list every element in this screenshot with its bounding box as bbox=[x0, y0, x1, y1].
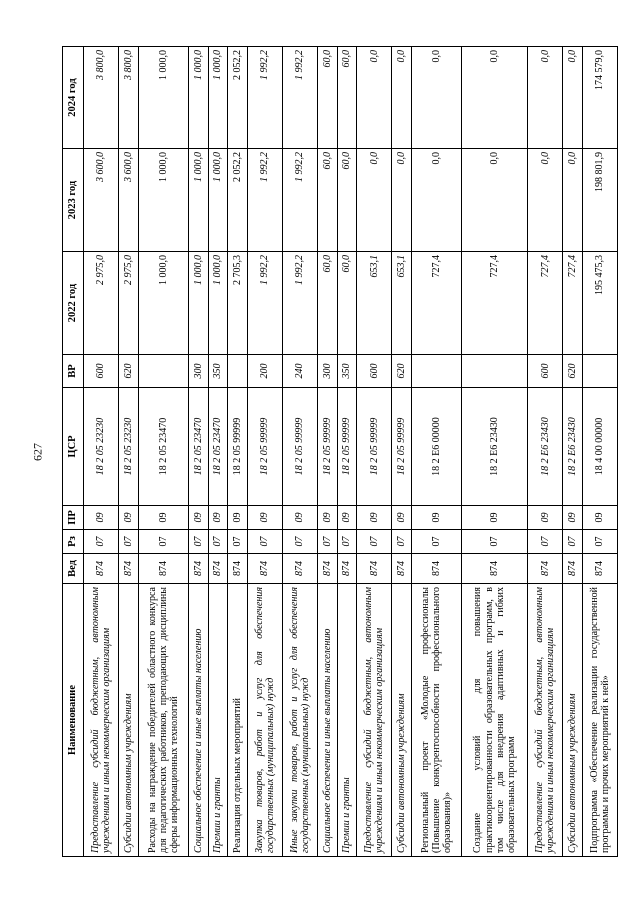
cell-csr: 18 2 05 99999 bbox=[247, 388, 282, 506]
cell-ved: 874 bbox=[411, 554, 461, 584]
cell-rz: 07 bbox=[228, 530, 248, 554]
cell-ved: 874 bbox=[247, 554, 282, 584]
cell-rz: 07 bbox=[462, 530, 528, 554]
header-name: Наименование bbox=[63, 584, 84, 857]
cell-name: Премии и гранты bbox=[208, 584, 228, 857]
header-vr: ВР bbox=[63, 355, 84, 388]
cell-vr bbox=[138, 355, 188, 388]
cell-csr: 18 2 05 99999 bbox=[318, 388, 338, 506]
cell-pr: 09 bbox=[528, 506, 563, 530]
cell-2024: 0,0 bbox=[563, 47, 583, 149]
cell-rz: 07 bbox=[392, 530, 412, 554]
cell-rz: 07 bbox=[208, 530, 228, 554]
header-2023: 2023 год bbox=[63, 149, 84, 252]
cell-2023: 1 992,2 bbox=[247, 149, 282, 252]
cell-rz: 07 bbox=[282, 530, 317, 554]
cell-2024: 1 000,0 bbox=[189, 47, 209, 149]
cell-2022: 653,1 bbox=[357, 252, 392, 355]
cell-2022: 2 975,0 bbox=[84, 252, 119, 355]
cell-ved: 874 bbox=[84, 554, 119, 584]
table-row bbox=[337, 47, 357, 857]
cell-ved: 874 bbox=[528, 554, 563, 584]
cell-2024: 3 800,0 bbox=[84, 47, 119, 149]
table-row bbox=[228, 47, 248, 857]
header-pr: ПР bbox=[63, 506, 84, 530]
cell-vr bbox=[228, 355, 248, 388]
cell-name: Субсидии автономным учреждениям bbox=[563, 584, 583, 857]
cell-name: Закупка товаров, работ и услуг для обеспечения государственных (муниципальных) нужд bbox=[247, 584, 282, 857]
cell-2024: 0,0 bbox=[392, 47, 412, 149]
cell-ved: 874 bbox=[318, 554, 338, 584]
table-row bbox=[247, 47, 282, 857]
cell-2022: 1 992,2 bbox=[247, 252, 282, 355]
table-row bbox=[318, 47, 338, 857]
table-row bbox=[189, 47, 209, 857]
cell-csr: 18 2 E6 23430 bbox=[563, 388, 583, 506]
rotated-table-container bbox=[62, 47, 618, 857]
cell-2023: 0,0 bbox=[357, 149, 392, 252]
cell-name: Расходы на награждение победителей областного конкурса для педагогических работников, преподающих дисциплины сферы информационных технологий bbox=[138, 584, 188, 857]
table-row bbox=[392, 47, 412, 857]
cell-ved: 874 bbox=[119, 554, 139, 584]
cell-2024: 0,0 bbox=[462, 47, 528, 149]
cell-pr: 09 bbox=[337, 506, 357, 530]
cell-2024: 1 000,0 bbox=[208, 47, 228, 149]
cell-2024: 1 992,2 bbox=[247, 47, 282, 149]
cell-2022: 727,4 bbox=[528, 252, 563, 355]
cell-2023: 1 000,0 bbox=[138, 149, 188, 252]
cell-2022: 1 992,2 bbox=[282, 252, 317, 355]
cell-csr: 18 2 05 23230 bbox=[119, 388, 139, 506]
cell-ved: 874 bbox=[392, 554, 412, 584]
cell-2023: 2 052,2 bbox=[228, 149, 248, 252]
cell-2022: 653,1 bbox=[392, 252, 412, 355]
cell-ved: 874 bbox=[228, 554, 248, 584]
header-2024: 2024 год bbox=[63, 47, 84, 149]
cell-vr: 620 bbox=[392, 355, 412, 388]
cell-2023: 0,0 bbox=[528, 149, 563, 252]
table-header-row bbox=[63, 47, 84, 857]
cell-name: Социальное обеспечение и иные выплаты населению bbox=[318, 584, 338, 857]
cell-rz: 07 bbox=[411, 530, 461, 554]
table-body bbox=[84, 47, 618, 857]
cell-vr: 620 bbox=[119, 355, 139, 388]
cell-2024: 0,0 bbox=[357, 47, 392, 149]
cell-2022: 195 475,3 bbox=[582, 252, 617, 355]
cell-csr: 18 2 05 23470 bbox=[189, 388, 209, 506]
cell-name: Предоставление субсидий бюджетным, автономным учреждениям и иным некоммерческим организациям bbox=[528, 584, 563, 857]
cell-2024: 60,0 bbox=[337, 47, 357, 149]
cell-2022: 727,4 bbox=[462, 252, 528, 355]
table-row bbox=[462, 47, 528, 857]
cell-rz: 07 bbox=[357, 530, 392, 554]
cell-csr: 18 2 05 23230 bbox=[84, 388, 119, 506]
cell-csr: 18 2 05 23470 bbox=[208, 388, 228, 506]
cell-pr: 09 bbox=[282, 506, 317, 530]
cell-csr: 18 2 05 99999 bbox=[337, 388, 357, 506]
cell-ved: 874 bbox=[282, 554, 317, 584]
cell-vr: 300 bbox=[189, 355, 209, 388]
cell-pr: 09 bbox=[392, 506, 412, 530]
cell-pr: 09 bbox=[189, 506, 209, 530]
cell-csr: 18 2 05 23470 bbox=[138, 388, 188, 506]
cell-2023: 198 801,9 bbox=[582, 149, 617, 252]
page-number: 627 bbox=[30, 443, 45, 461]
cell-2023: 1 992,2 bbox=[282, 149, 317, 252]
cell-vr: 240 bbox=[282, 355, 317, 388]
cell-vr: 600 bbox=[528, 355, 563, 388]
cell-rz: 07 bbox=[563, 530, 583, 554]
cell-2022: 1 000,0 bbox=[138, 252, 188, 355]
cell-name: Предоставление субсидий бюджетным, автономным учреждениям и иным некоммерческим организациям bbox=[357, 584, 392, 857]
cell-2024: 1 992,2 bbox=[282, 47, 317, 149]
cell-2023: 0,0 bbox=[563, 149, 583, 252]
table-row bbox=[357, 47, 392, 857]
cell-2023: 1 000,0 bbox=[208, 149, 228, 252]
cell-vr: 350 bbox=[337, 355, 357, 388]
cell-vr bbox=[582, 355, 617, 388]
cell-name: Иные закупки товаров, работ и услуг для обеспечения государственных (муниципальных) нужд bbox=[282, 584, 317, 857]
cell-name: Предоставление субсидий бюджетным, автономным учреждениям и иным некоммерческим организациям bbox=[84, 584, 119, 857]
cell-csr: 18 2 E6 23430 bbox=[462, 388, 528, 506]
cell-vr: 200 bbox=[247, 355, 282, 388]
cell-ved: 874 bbox=[208, 554, 228, 584]
cell-name: Субсидии автономным учреждениям bbox=[119, 584, 139, 857]
cell-rz: 07 bbox=[337, 530, 357, 554]
cell-pr: 09 bbox=[563, 506, 583, 530]
cell-pr: 09 bbox=[462, 506, 528, 530]
cell-2024: 3 800,0 bbox=[119, 47, 139, 149]
cell-2023: 60,0 bbox=[318, 149, 338, 252]
cell-2022: 727,4 bbox=[411, 252, 461, 355]
cell-vr bbox=[411, 355, 461, 388]
table-row bbox=[119, 47, 139, 857]
table-row bbox=[563, 47, 583, 857]
cell-pr: 09 bbox=[357, 506, 392, 530]
cell-name: Региональный проект «Молодые профессионалы (Повышение конкурентоспособности профессионального образования)» bbox=[411, 584, 461, 857]
cell-ved: 874 bbox=[563, 554, 583, 584]
table-row bbox=[208, 47, 228, 857]
cell-pr: 09 bbox=[582, 506, 617, 530]
cell-2024: 0,0 bbox=[528, 47, 563, 149]
cell-pr: 09 bbox=[138, 506, 188, 530]
cell-2022: 60,0 bbox=[318, 252, 338, 355]
cell-pr: 09 bbox=[119, 506, 139, 530]
cell-vr: 620 bbox=[563, 355, 583, 388]
table-row bbox=[282, 47, 317, 857]
cell-ved: 874 bbox=[582, 554, 617, 584]
cell-2023: 0,0 bbox=[392, 149, 412, 252]
cell-2023: 1 000,0 bbox=[189, 149, 209, 252]
cell-2022: 1 000,0 bbox=[208, 252, 228, 355]
cell-name: Социальное обеспечение и иные выплаты населению bbox=[189, 584, 209, 857]
cell-pr: 09 bbox=[208, 506, 228, 530]
cell-rz: 07 bbox=[247, 530, 282, 554]
cell-rz: 07 bbox=[582, 530, 617, 554]
cell-vr: 600 bbox=[357, 355, 392, 388]
table-row bbox=[84, 47, 119, 857]
budget-table bbox=[62, 46, 618, 857]
cell-name: Премии и гранты bbox=[337, 584, 357, 857]
cell-ved: 874 bbox=[138, 554, 188, 584]
table-row bbox=[411, 47, 461, 857]
cell-ved: 874 bbox=[357, 554, 392, 584]
cell-2022: 2 975,0 bbox=[119, 252, 139, 355]
cell-2023: 0,0 bbox=[411, 149, 461, 252]
cell-2024: 2 052,2 bbox=[228, 47, 248, 149]
table-row bbox=[138, 47, 188, 857]
cell-2024: 174 579,0 bbox=[582, 47, 617, 149]
cell-2024: 1 000,0 bbox=[138, 47, 188, 149]
cell-pr: 09 bbox=[84, 506, 119, 530]
cell-rz: 07 bbox=[528, 530, 563, 554]
cell-2024: 60,0 bbox=[318, 47, 338, 149]
cell-vr: 300 bbox=[318, 355, 338, 388]
cell-vr bbox=[462, 355, 528, 388]
cell-rz: 07 bbox=[138, 530, 188, 554]
cell-name: Реализация отдельных мероприятий bbox=[228, 584, 248, 857]
cell-csr: 18 2 E6 00000 bbox=[411, 388, 461, 506]
header-rz: Рз bbox=[63, 530, 84, 554]
cell-2023: 3 600,0 bbox=[119, 149, 139, 252]
table-row bbox=[582, 47, 617, 857]
cell-rz: 07 bbox=[318, 530, 338, 554]
cell-csr: 18 2 E6 23430 bbox=[528, 388, 563, 506]
cell-csr: 18 2 05 99999 bbox=[228, 388, 248, 506]
cell-2023: 0,0 bbox=[462, 149, 528, 252]
cell-csr: 18 2 05 99999 bbox=[357, 388, 392, 506]
cell-vr: 600 bbox=[84, 355, 119, 388]
cell-2024: 0,0 bbox=[411, 47, 461, 149]
cell-pr: 09 bbox=[247, 506, 282, 530]
cell-2022: 2 705,3 bbox=[228, 252, 248, 355]
header-2022: 2022 год bbox=[63, 252, 84, 355]
cell-csr: 18 2 05 99999 bbox=[282, 388, 317, 506]
cell-ved: 874 bbox=[462, 554, 528, 584]
cell-2023: 3 600,0 bbox=[84, 149, 119, 252]
cell-2022: 1 000,0 bbox=[189, 252, 209, 355]
cell-2023: 60,0 bbox=[337, 149, 357, 252]
cell-2022: 60,0 bbox=[337, 252, 357, 355]
cell-ved: 874 bbox=[337, 554, 357, 584]
cell-pr: 09 bbox=[228, 506, 248, 530]
cell-2022: 727,4 bbox=[563, 252, 583, 355]
cell-rz: 07 bbox=[119, 530, 139, 554]
cell-name: Подпрограмма «Обеспечение реализации государственной программы и прочих мероприятий к ней» bbox=[582, 584, 617, 857]
header-ved: Вед bbox=[63, 554, 84, 584]
table-row bbox=[528, 47, 563, 857]
cell-name: Создание условий для повышения практикоориентированности образовательных программ, в том числе для внедрения адаптивных и гибких образовательных программ bbox=[462, 584, 528, 857]
cell-rz: 07 bbox=[84, 530, 119, 554]
cell-rz: 07 bbox=[189, 530, 209, 554]
header-csr: ЦСР bbox=[63, 388, 84, 506]
cell-csr: 18 2 05 99999 bbox=[392, 388, 412, 506]
cell-ved: 874 bbox=[189, 554, 209, 584]
cell-csr: 18 4 00 00000 bbox=[582, 388, 617, 506]
cell-pr: 09 bbox=[318, 506, 338, 530]
cell-vr: 350 bbox=[208, 355, 228, 388]
cell-name: Субсидии автономным учреждениям bbox=[392, 584, 412, 857]
cell-pr: 09 bbox=[411, 506, 461, 530]
